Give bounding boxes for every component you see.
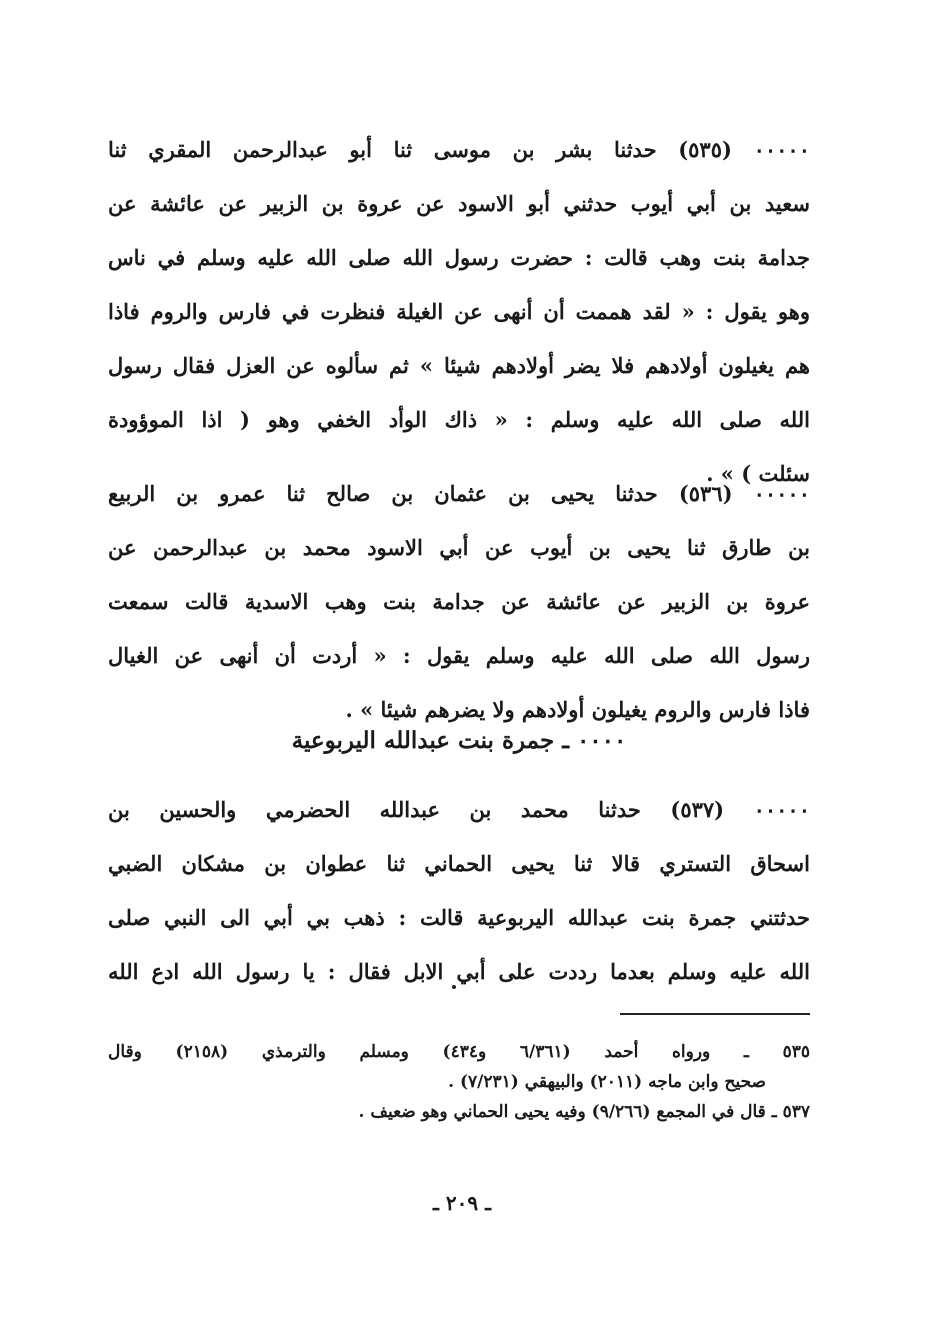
text-line: ٠٠٠٠٠ (٥٣٦) حدثنا يحيى بن عثمان بن صالح ثنا عمرو بن الربيع [108, 481, 810, 506]
footnote-line: ٥٣٥ ـ ورواه أحمد (٦/٣٦١ و٤٣٤) ومسلم والترمذي (٢١٥٨) وقال [108, 1042, 810, 1062]
text-line: سئلت ) » . [706, 461, 810, 486]
text-line: جدامة بنت وهب قالت : حضرت رسول الله صلى الله عليه وسلم في ناس [108, 245, 810, 270]
page-number: ـ ٢٠٩ ـ [433, 1191, 491, 1215]
text-line: هم يغيلون أولادهم فلا يضر أولادهم شيئا » ثم سألوه عن العزل فقال رسول [108, 353, 810, 378]
text-line: فاذا فارس والروم يغيلون أولادهم ولا يضرهم شيئا » . [345, 697, 810, 722]
text-line: حدثتني جمرة بنت عبدالله اليربوعية قالت : ذهب بي أبي الى النبي صلى [108, 905, 810, 930]
hadith-paragraph-537 [108, 783, 810, 999]
section-heading: ٠٠٠٠ ـ جمرة بنت عبدالله اليربوعية [291, 727, 627, 754]
ink-dot [452, 985, 456, 989]
footnote-line: صحيح وابن ماجه (٢٠١١) والبيهقي (٧/٢٣١) . [448, 1072, 766, 1092]
text-line: وهو يقول : « لقد هممت أن أنهى عن الغيلة فنظرت في فارس والروم فاذا [108, 299, 810, 324]
text-line: اسحاق التستري قالا ثنا يحيى الحماني ثنا عطوان بن مشكان الضبي [108, 851, 810, 876]
hadith-paragraph-535 [108, 123, 810, 501]
text-line: رسول الله صلى الله عليه وسلم يقول : « أردت أن أنهى عن الغيال [108, 643, 810, 668]
text-line: ٠٠٠٠٠ (٥٣٧) حدثنا محمد بن عبدالله الحضرمي والحسين بن [108, 797, 810, 822]
text-line: ٠٠٠٠٠ (٥٣٥) حدثنا بشر بن موسى ثنا أبو عبدالرحمن المقري ثنا [108, 137, 810, 162]
text-line: سعيد بن أبي أيوب حدثني أبو الاسود عن عروة بن الزبير عن عائشة عن [108, 191, 810, 216]
text-line: بن طارق ثنا يحيى بن أيوب عن أبي الاسود محمد بن عبدالرحمن عن [108, 535, 810, 560]
text-line: الله عليه وسلم بعدما رددت على أبي الابل فقال : يا رسول الله ادع الله [108, 959, 810, 984]
hadith-paragraph-536 [108, 467, 810, 737]
text-line: الله صلى الله عليه وسلم : « ذاك الوأد الخفي وهو ( اذا الموؤودة [108, 407, 810, 432]
footnote-divider [620, 1013, 810, 1015]
footnote-line: ٥٣٧ ـ قال في المجمع (٩/٢٦٦) وفيه يحيى الحماني وهو ضعيف . [358, 1102, 810, 1122]
footnotes [108, 1037, 810, 1127]
text-line: عروة بن الزبير عن عائشة عن جدامة بنت وهب الاسدية قالت سمعت [108, 589, 810, 614]
